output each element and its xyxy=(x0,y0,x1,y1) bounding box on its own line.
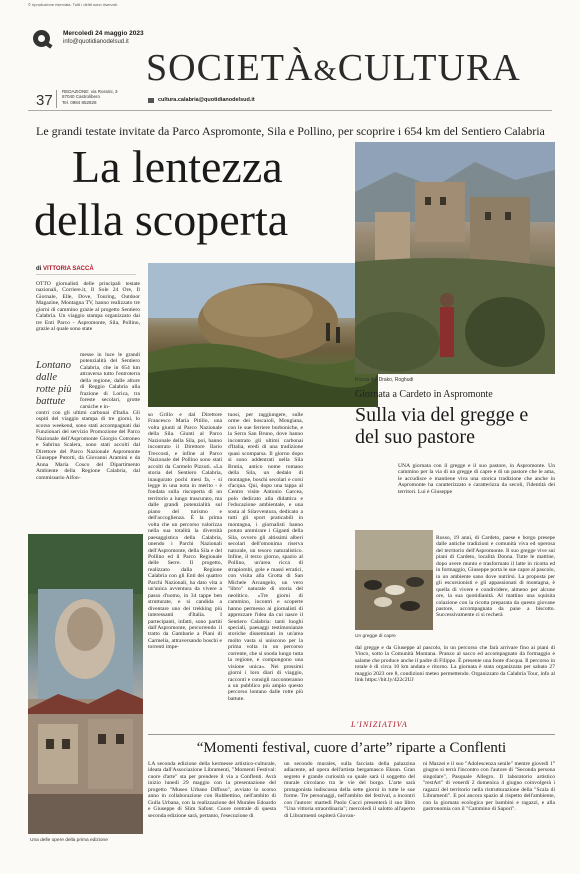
main-body-column-2: so Grillo e dal Direttore Francesco Maria Pitillo, una volta giunti al Parco Nazionale della Sila. Giunti al Parco Nazionale della Sila, poi, hanno incontrato il Direttore Ilario Treccosti, e infine al Parco Nazionale del Pollino sono stati accolti da Carmelo Pizzuti. «La storia del Sentiero Calabria, inaugurato pochi mesi fa, - si legge in una nota in merito - è fondata sulla riscoperta di un territorio a lungo trascurato, ma dalle grandi potenzialità sul piano del turismo e dell'accoglienza. È la prima volta che un percorso valorizza nella sua totalità la diversità paesaggistica della Calabria, unendo i Parchi Nazionali dell'Aspromonte, della Sila e del Pollino ed il Parco Regionale delle Serre. Il progetto, realizzato dalla Regione Calabria con gli Enti dei quattro Parchi Nazionali, ha dato vita a un'unica avventura da vivere a passo d'uomo, in 34 tappe ben strutturate, e si candida a diventare uno dei trekking più interessanti d'Italia. I partecipanti, infatti, sono partiti dall'Aspromonte, percorrendo il tratto da Gambarie a Piani di Carmelia, attraversando boschi e torrenti impe- xyxy=(148,412,222,651)
page-number: 37 xyxy=(36,92,53,109)
main-body-column-1b: messe in luce le grandi potenzialità del Sentiero Calabria, che in 654 km attraversa tutto l'entroterra della regione, dalle alture di Reggio Calabria alla frazione di Lorica, tra foreste secolari, grotte carsiche e in- xyxy=(80,352,140,410)
box-top-rule xyxy=(148,734,555,735)
section-title-part2: CULTURA xyxy=(337,47,521,89)
redazione-line: 87040 Castrolibero xyxy=(62,94,101,100)
right-article-kicker: Giornata a Cardeto in Aspromonte xyxy=(355,389,493,400)
photo-goat-herd xyxy=(355,530,433,630)
box-headline: “Momenti festival, cuore d’arte” riparte a Conflenti xyxy=(196,740,507,756)
byline-rule xyxy=(36,274,136,275)
right-article-column-b: dal gregge e da Giuseppe al pascolo, in un percorso che farà arrivare fino ai piani di Vinco, sotto la Comunità Montana. Pranzo al sacco ed accompagnato da formaggio e salame che produce anche il padre di Filippo. È presente una fonte d'acqua. Il percorso in totale è di circa 10 km andata e ritorno. La giornata è stata organizzata per sabato 27 maggio 2023 ore 8, condizioni meteo permettendo. Organizzato da Calabria Tour, info al link https://bit.ly/422c2UJ xyxy=(355,645,555,684)
right-article-column-a: Russo, 19 anni, di Cardeto, paese e borgo presepe dalle antiche tradizioni e comunità viva ed operosa del territorio dell'Aspromonte. Il suo gregge vive sui piani di Cardeto, località Donna. Tutte le mattine, dopo avere munto e trasformato il latte in ricotta ed in formaggio, Giuseppe porta le sue capre al pascolo, in un ambiente sano dove nutrirsi. La proposta per gli escursionisti e gli appassionati di montagna, è quella di vivere e condividere, almeno per alcune ore, la sua quotidianità. Al mattino una squisita colazione con la ricotta preparata da questo giovane pastore, accompagnata da pane a biscotto. Successivamente ci si recherà xyxy=(436,535,555,619)
photo-mural-artwork xyxy=(28,534,143,834)
section-title-amp: & xyxy=(313,54,338,87)
box-section-label: L'INIZIATIVA xyxy=(347,720,412,729)
right-article-lead: UNA giornata con il gregge e il suo pastore, in Aspromonte. Un cammino per la via di un gregge di capre e di un pastore che le ama, le accudisce e mantiene viva una storica tradizione che anche in Aspromonte ha caratterizzato e caratterizza da secoli, l'identità dei territori. Lui è Giuseppe xyxy=(398,463,555,495)
rock-photo-illustration xyxy=(148,263,378,407)
main-headline-line-1: La lentezza xyxy=(72,141,283,192)
section-title xyxy=(146,48,521,91)
redazione-line: Tel. 0984 852828 xyxy=(62,99,97,105)
redazione-line: REDAZIONE: via Rossini, 3 xyxy=(62,89,118,94)
caption-artwork: Una delle opere della prima edizione xyxy=(30,838,108,843)
pull-quote: Lontano dalle rotte più battute xyxy=(36,360,72,407)
box-column-3: ni Mazzei e il suo "Adolescenza senile" mentre giovedì 1° giugno si terrà l'incontro con l'autore di "Seconda persona singolare", Pasquale Allegro. Il laboratorio artistico "restArt" di venerdì 2 domenica 4 giugno coinvolgerà i ragazzi del territorio nella ristrutturazione della "Scala di Libramenti". E poi ancora spazio al rispetto dell'ambiente, con la giornata ecologica per bambini e ragazzi, e alla gastronomia con il "Cammino di Sapori". xyxy=(423,761,555,813)
byline xyxy=(36,266,94,272)
section-email: cultura.calabria@quotidianodelsud.it xyxy=(158,97,255,103)
issue-date: Mercoledì 24 maggio 2023 xyxy=(63,30,144,37)
byline-author: VITTORIA SACCÀ xyxy=(43,266,94,272)
main-body-column-3: tuosi, per raggiungere, sulle orme dei boscaioli, Mongiana, con le sue ferriere borboniche, e la Serra San Bruno, dove hanno incontrato gli ultimi carbonai d'Italia, eredi di una tradizione quasi scomparsa. Il giorno dopo si sono addentrati nella Sila Brutia, antico nome romano della Sila, un dedalo di montagne, boschi secolari e corsi d'acqua. Qui, dopo una tappa al Centro visite Antonio Garcea, polo dedicato alla didattica e l'educazione ambientale, e una sosta al Silavventura, dedicato a tutti gli sport praticabili in montagna, i giornalisti hanno potuto ammirare i Giganti della Sila, ovvero gli altissimi alberi secolari dell'omonima riserva naturale, un tesoro naturalistico. Infine, il terzo giorno, spazio al Pollino, un'area ricca di strapiombi, gole e massi erratici, con visita alla Grotta di San Michele Arcangelo, un vero "libro" naturale di storia del neolitico. «Tre giorni di cammino, incontri e scoperte hanno permesso ai giornalisti di apprezzare l'idea da cui nasce il Sentiero Calabria: tanti luoghi speciali, paesaggi testimonianze storiche disseminati in un'area molto vasta si uniscono per la prima volta in un percorso corrente, che si snoda lungo tutta la regione, e compongono una visione unica». Nei prossimi giorni i loro diari di viaggio, racconti e consigli racconteranno a un pubblico più ampio questo percorso lontano dalle rotte più battute. xyxy=(228,412,303,702)
redazione-address xyxy=(62,89,118,105)
main-kicker: Le grandi testate invitate da Parco Aspromonte, Sila e Pollino, per scoprire i 654 km del Sentiero Calabria xyxy=(36,124,545,138)
photo-rock-landscape xyxy=(148,263,378,407)
main-body-column-1c: contri con gli ultimi carbonai d'Italia. Gli ospiti del viaggio stampa di tre giorni, lo scorso weekend, sono stati accompagnati dai Funzionari del servizio Promozione del Parco Nazionale dell'Aspromonte Giorgio Cotroneo e Sabrina Scalera, sono stati accolti dal Direttore del Parco Nazionale Aspromonte Giuseppe Putortì, da Giovanni Aramini e da Anna Maria Cosco del Dipartimento Ambiente della Regione Calabria, dal commissario Alfon- xyxy=(36,410,140,481)
envelope-icon xyxy=(148,98,154,103)
byline-prefix: di xyxy=(36,266,42,272)
copyright-notice: © riproduzione riservata. Tutti i diritti sono riservati. xyxy=(28,2,118,7)
right-article-headline: Sulla via del gregge e del suo pastore xyxy=(355,404,529,448)
masthead-rule xyxy=(28,110,552,111)
box-column-1: LA seconda edizione della kermesse artistico-culturale, ideata dall'Associazione Libramenti, "Momenti Festival: cuore d'arte" sta per prendere il via a Conflenti. Avrà inizio lunedì 29 maggio con la presentazione del progetto "Museo Urbano Diffuso", avviato lo scorso anno in collaborazione con Rubbettino, nell'ambito di Gulla Urbana, con la realizzazione del Murales Edoardo e Giuseppe di Slim Safont. Cuore centrale di questa seconda edizione sarà, pertanto, l'esecuzione di xyxy=(148,761,276,819)
page-number-divider xyxy=(56,90,57,108)
main-headline-line-2: della scoperta xyxy=(34,194,289,245)
main-body-column-1a: OTTO giornalisti delle principali testate nazionali, Corriere.it, Il Sole 24 Ore, Il Giornale, Elle, Dove, Touring, Outdoor Magazine, Montagna TV, hanno realizzato tre giorni di cammino grazie al progetto Sentiero Calabria. Un viaggio stampa organizzato dai tre Enti Parco - Aspromonte, Sila, Pollino, grazie al quale sono state xyxy=(36,281,140,333)
mural-photo-illustration xyxy=(28,534,143,834)
masthead-email: info@quotidianodelsud.it xyxy=(63,39,129,45)
village-photo-illustration xyxy=(355,142,555,374)
goats-photo-illustration xyxy=(355,530,433,630)
caption-goats: Un gregge di capre xyxy=(355,634,396,639)
photo-mountain-village xyxy=(355,142,555,374)
newspaper-logo-tail xyxy=(44,41,52,48)
section-title-part1: SOCIETÀ xyxy=(146,47,314,89)
box-column-2: un secondo murales, sulla facciata della palazzina adiacente, ad opera dell'artista bergamasco Eksun. Gran segreto è grande curiosità su quale sarà il soggetto del murale circolano tra le vie del borgo. L'arte sarà protagonista indiscussa della sette giorni in tutte le sue forme. Tre personaggi, nell'ambito del festival, a incontri con l'autore: martedì Paolo Cucci presenterà il suo libro "Una vittoria straordinaria"; mercoledì il salotto all'aperto di Librarmenti ospiterà Giovan- xyxy=(284,761,415,819)
caption-village: Rocca del Drako, Roghudi xyxy=(355,377,414,383)
